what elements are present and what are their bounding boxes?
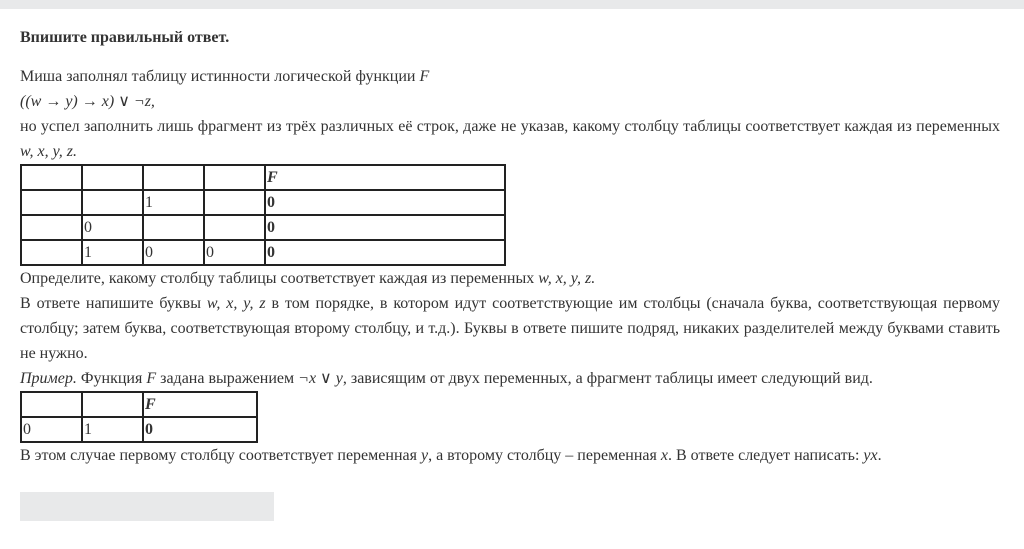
conclusion-p1: В этом случае первому столбцу соответствует переменная bbox=[20, 447, 421, 464]
truth-table-cell bbox=[204, 165, 265, 190]
truth-table-cell bbox=[143, 215, 204, 240]
intro-lead: Миша заполнял таблицу истинности логической функции bbox=[20, 68, 420, 85]
truth-table-cell: 1 bbox=[143, 190, 204, 215]
conclusion-p2: , а второму столбцу – переменная bbox=[428, 447, 661, 464]
truth-table-row bbox=[21, 215, 505, 240]
truth-table-cell bbox=[82, 190, 143, 215]
truth-table-row bbox=[21, 190, 505, 215]
truth-table-cell bbox=[21, 240, 82, 265]
task-question-text: Определите, какому столбцу таблицы соответствует каждая из переменных bbox=[20, 270, 539, 287]
truth-table-cell bbox=[82, 165, 143, 190]
example-table-cell: 0 bbox=[21, 417, 82, 442]
function-formula: ((w → y) → x) ∨ ¬z, bbox=[20, 93, 155, 110]
intro-text bbox=[20, 64, 1000, 89]
truth-table-cell bbox=[204, 215, 265, 240]
example-p1: Функция bbox=[76, 370, 147, 387]
answer-rule-p2: в том порядке, в котором идут соответствующие им столбцы (сначала буква, соответствующая первому столбцу; затем буква, соответствующая второму столбцу, и т.д.). Буквы в ответе пишите подряд, никаких разделителей между буквами ставить не нужно. bbox=[20, 295, 1001, 362]
conclusion-text bbox=[20, 443, 1000, 468]
truth-table-cell bbox=[21, 215, 82, 240]
example-function-name: F bbox=[146, 370, 157, 387]
example-table-cell: F bbox=[143, 392, 257, 417]
truth-table-cell: F bbox=[265, 165, 505, 190]
function-name: F bbox=[419, 68, 430, 85]
truth-table-cell bbox=[143, 165, 204, 190]
truth-table-cell: 0 bbox=[204, 240, 265, 265]
example-text bbox=[20, 366, 1000, 391]
example-table-cell bbox=[82, 392, 143, 417]
answer-rule-p1: В ответе напишите буквы bbox=[20, 295, 207, 312]
example-table-cell bbox=[21, 392, 82, 417]
top-bar bbox=[0, 0, 1024, 9]
example-table-cell: 1 bbox=[82, 417, 143, 442]
task-question bbox=[20, 266, 1000, 291]
task-instruction: Впишите правильный ответ. bbox=[20, 29, 230, 46]
answer-input[interactable] bbox=[20, 492, 274, 521]
truth-table-cell bbox=[204, 190, 265, 215]
conclusion-var2: x bbox=[660, 447, 668, 464]
conclusion-var1: y bbox=[420, 447, 429, 464]
truth-table-cell: 0 bbox=[143, 240, 204, 265]
truth-table-cell: 0 bbox=[265, 190, 505, 215]
example-table-row bbox=[21, 392, 257, 417]
truth-table-cell: 1 bbox=[82, 240, 143, 265]
answer-rule bbox=[20, 291, 1000, 366]
truth-table-fragment bbox=[20, 164, 506, 266]
task-question-vars: w, x, y, z. bbox=[538, 270, 596, 287]
truth-table-cell bbox=[21, 165, 82, 190]
truth-table-cell: 0 bbox=[265, 215, 505, 240]
truth-table-cell: 0 bbox=[82, 215, 143, 240]
truth-table-cell: 0 bbox=[265, 240, 505, 265]
example-table-cell: 0 bbox=[143, 417, 257, 442]
task-content bbox=[20, 26, 1000, 468]
example-label: Пример. bbox=[20, 370, 77, 387]
truth-table-row bbox=[21, 240, 505, 265]
conclusion-answer: yx bbox=[863, 447, 878, 464]
intro-vars: w, x, y, z. bbox=[20, 143, 78, 160]
answer-rule-vars: w, x, y, z bbox=[206, 295, 266, 312]
example-truth-table bbox=[20, 391, 258, 443]
intro-line2: но успел заполнить лишь фрагмент из трёх различных её строк, даже не указав, какому столбцу таблицы соответствует каждая из переменных bbox=[20, 118, 1000, 135]
conclusion-p3: . В ответе следует написать: bbox=[667, 447, 864, 464]
conclusion-p4: . bbox=[877, 447, 882, 464]
example-p3: , зависящим от двух переменных, а фрагмент таблицы имеет следующий вид. bbox=[342, 370, 873, 387]
example-table-row bbox=[21, 417, 257, 442]
intro-continuation bbox=[20, 114, 1000, 164]
truth-table-row bbox=[21, 165, 505, 190]
example-p2: задана выражением bbox=[156, 370, 299, 387]
example-expression: ¬x ∨ y bbox=[298, 370, 343, 387]
truth-table-cell bbox=[21, 190, 82, 215]
